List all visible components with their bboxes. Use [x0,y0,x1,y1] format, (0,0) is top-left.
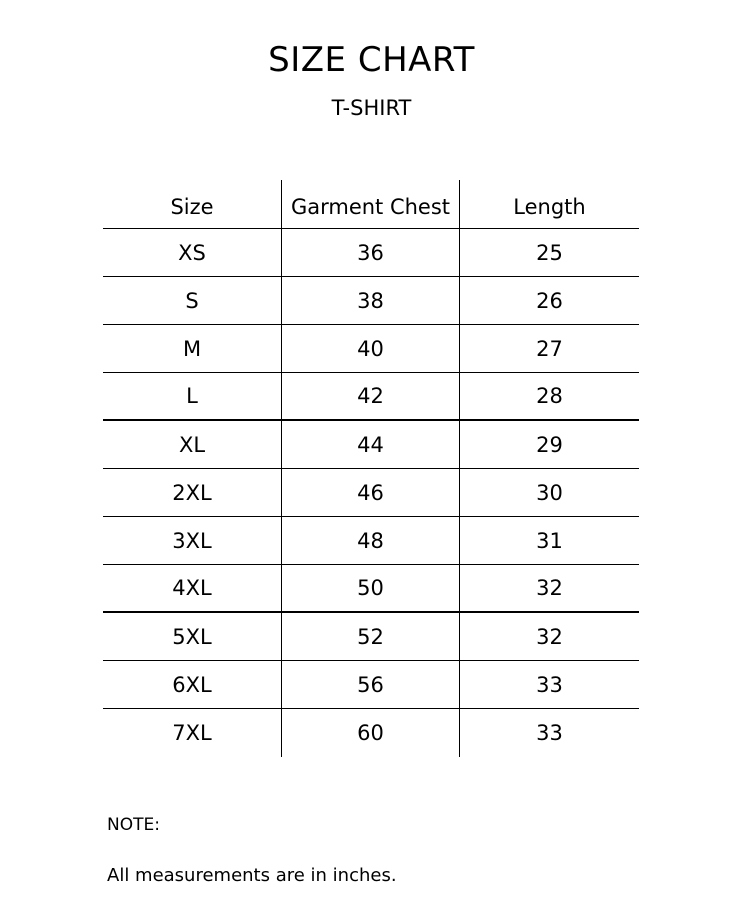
length-cell: 28 [536,384,563,408]
chest-cell: 60 [282,709,460,757]
table-row [103,229,639,277]
size-cell: 7XL [103,709,282,757]
table-row [103,661,639,709]
size-cell: XL [103,421,282,468]
note-label: NOTE: [107,815,160,835]
size-cell: 4XL [103,565,282,611]
length-cell: 30 [536,480,563,505]
size-cell: 5XL [103,613,282,660]
chest-cell: 56 [282,661,460,708]
size-cell: 3XL [103,517,282,564]
length-cell: 31 [536,528,563,553]
chest-cell: 48 [282,517,460,564]
chest-cell: 36 [282,229,460,276]
length-cell: 32 [536,576,563,600]
length-cell: 26 [536,288,563,313]
chest-cell: 40 [282,325,460,372]
chest-cell: 38 [282,277,460,324]
chest-cell: 52 [282,613,460,660]
length-cell: 33 [536,672,563,697]
table-row [103,613,639,661]
page-title: SIZE CHART [268,40,475,80]
table-row [103,421,639,469]
column-header-length: Length [513,195,586,219]
table-row [103,325,639,373]
table-row [103,565,639,613]
chest-cell: 50 [282,565,460,611]
length-cell: 32 [536,624,563,649]
size-cell: 2XL [103,469,282,516]
column-header-garment-chest: Garment Chest [282,180,460,228]
size-cell: L [103,373,282,419]
column-header-size: Size [103,180,282,228]
size-cell: XS [103,229,282,276]
size-table [103,180,639,757]
chest-cell: 46 [282,469,460,516]
table-row [103,469,639,517]
note-text: All measurements are in inches. [107,865,397,886]
chest-cell: 44 [282,421,460,468]
table-header-row [103,180,639,229]
length-cell: 25 [536,240,563,265]
page-subtitle: T-SHIRT [331,96,412,120]
table-row [103,373,639,421]
length-cell: 29 [536,432,563,457]
chest-cell: 42 [282,373,460,419]
size-cell: 6XL [103,661,282,708]
size-cell: M [103,325,282,372]
table-row [103,517,639,565]
table-row [103,277,639,325]
table-row [103,709,639,757]
length-cell: 33 [536,721,563,745]
length-cell: 27 [536,336,563,361]
size-cell: S [103,277,282,324]
